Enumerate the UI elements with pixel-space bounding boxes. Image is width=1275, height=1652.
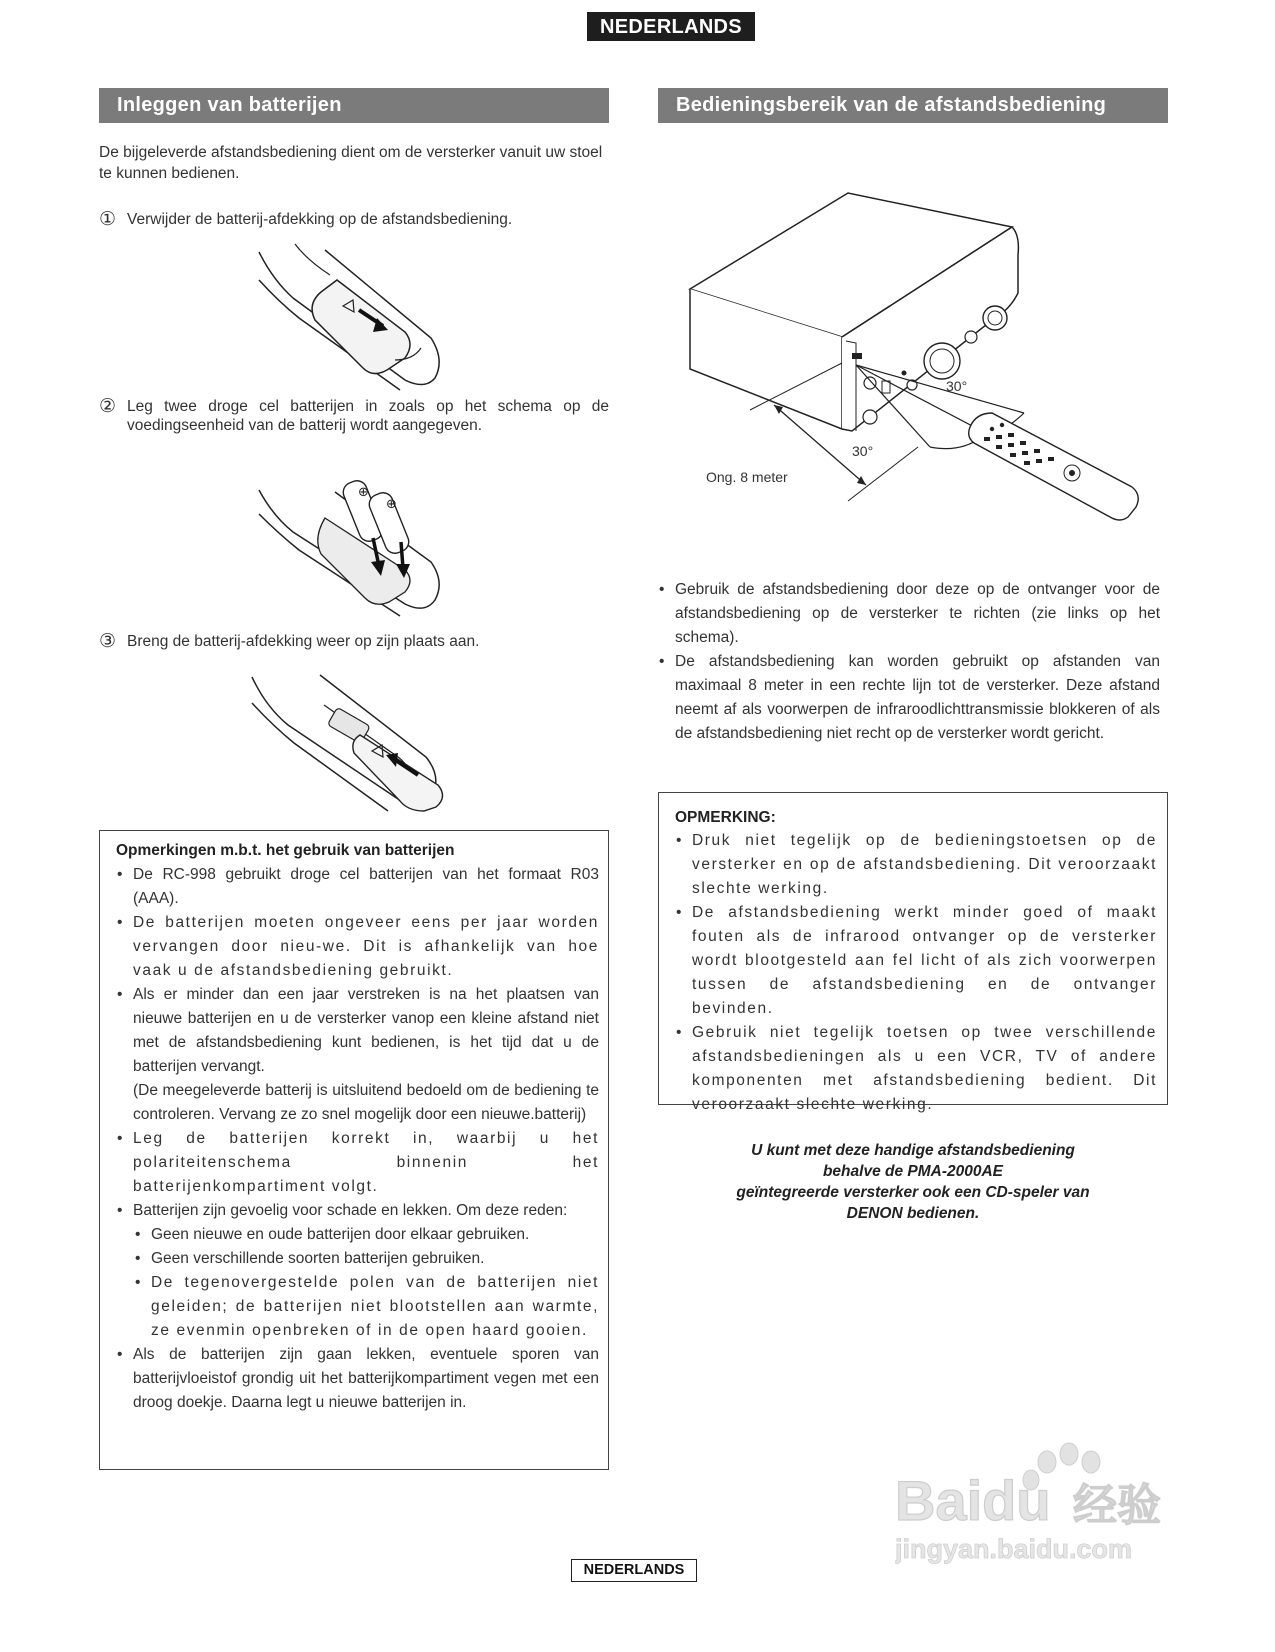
- section-title-batteries: Inleggen van batterijen: [99, 88, 609, 123]
- battery-note-5: • Batterijen zijn gevoelig voor schade en lekken. Om deze reden:: [116, 1199, 599, 1223]
- battery-note-3b: (De meegeleverde batterij is uitsluitend bedoeld om de bediening te controleren. Vervang ze zo snel mogelijk door een nieuwe.batterij): [133, 1082, 599, 1123]
- step-3-number: ③: [99, 631, 117, 652]
- remote-cover-removal-illustration: [255, 240, 455, 395]
- watermark-chinese: 经验: [1073, 1481, 1161, 1530]
- battery-subnote-1: • Geen nieuwe en oude batterijen door elkaar gebruiken.: [134, 1223, 599, 1247]
- battery-note-1: • De RC-998 gebruikt droge cel batterijen van het formaat R03 (AAA).: [116, 863, 599, 911]
- opmerking-box: [658, 792, 1168, 1113]
- remote-range-diagram: [680, 185, 1150, 525]
- baidu-watermark: [895, 1440, 1195, 1570]
- step-1-number: ①: [99, 209, 117, 230]
- step-3: [99, 632, 609, 651]
- battery-notes-title: Opmerkingen m.b.t. het gebruik van batterijen: [116, 842, 455, 859]
- battery-subnote-3: • De tegenovergestelde polen van de batterijen niet geleiden; de batterijen niet blootstellen aan warmte, ze evenmin openbreken of in de open haard gooien.: [134, 1271, 599, 1343]
- section-title-range: Bedieningsbereik van de afstandsbediening: [658, 88, 1168, 123]
- range-bullet-2: • De afstandsbediening kan worden gebruikt op afstanden van maximaal 8 meter in een rechte lijn tot de versterker. Deze afstand neemt af als voorwerpen de infraroodlichttransmissie blokkeren of als de afstandsbediening niet recht op de versterker wordt gericht.: [658, 650, 1160, 746]
- step-2-number: ②: [99, 396, 117, 417]
- step-2-text: Leg twee droge cel batterijen in zoals op het schema op de voedingseenheid van de batterij wordt aangegeven.: [127, 398, 609, 434]
- intro-text: De bijgeleverde afstandsbediening dient om de versterker vanuit uw stoel te kunnen bedienen.: [99, 144, 603, 182]
- battery-note-6: • Als de batterijen zijn gaan lekken, eventuele sporen van batterijvloeistof grondig uit het batterijkompartiment vegen met een droog doekje. Daarna legt u nieuwe batterijen in.: [116, 1343, 599, 1415]
- cover-replacement-illustration: [248, 665, 458, 813]
- angle-label-bottom: 30°: [852, 443, 874, 459]
- svg-text:⊕: ⊕: [358, 484, 369, 499]
- step-1-text: Verwijder de batterij-afdekking op de afstandsbediening.: [127, 211, 513, 228]
- opmerking-title: OPMERKING:: [675, 809, 776, 826]
- closing-line-2: behalve de PMA-2000AE: [822, 1163, 1004, 1180]
- opmerking-item-2: • De afstandsbediening werkt minder goed of maakt fouten als de infrarood ontvanger op de versterker wordt blootgesteld aan fel licht of als zich voorwerpen tussen de afstandsbediening en de ontvanger bevinden.: [675, 901, 1157, 1021]
- range-bullets: [658, 578, 1160, 746]
- closing-line-4: DENON bedienen.: [846, 1205, 980, 1222]
- closing-line-1: U kunt met deze handige afstandsbediening: [751, 1142, 1075, 1159]
- step-1: [99, 210, 609, 229]
- watermark-brand: Baidu: [895, 1469, 1051, 1532]
- angle-label-top: 30°: [946, 378, 968, 394]
- battery-note-2: • De batterijen moeten ongeveer eens per jaar worden vervangen door nieu-we. Dit is afhankelijk van hoe vaak u de afstandsbediening gebruikt.: [116, 911, 599, 983]
- language-tab: NEDERLANDS: [587, 12, 755, 41]
- range-bullet-1: • Gebruik de afstandsbediening door deze op de ontvanger voor de afstandsbediening op de versterker te richten (zie links op het schema).: [658, 578, 1160, 650]
- svg-text:⊕: ⊕: [386, 496, 397, 511]
- step-2: [99, 397, 609, 435]
- battery-subnote-2: • Geen verschillende soorten batterijen gebruiken.: [134, 1247, 599, 1271]
- closing-text: [658, 1140, 1168, 1224]
- distance-label: Ong. 8 meter: [706, 469, 788, 485]
- closing-line-3: geïntegreerde versterker ook een CD-speler van: [736, 1184, 1090, 1201]
- opmerking-item-3: • Gebruik niet tegelijk toetsen op twee verschillende afstandsbedieningen als u een VCR, TV of andere komponenten met afstandsbediening bedient. Dit veroorzaakt slechte werking.: [675, 1021, 1157, 1117]
- battery-note-3: • Als er minder dan een jaar verstreken is na het plaatsen van nieuwe batterijen en u de versterker vanop een kleine afstand niet met de afstandsbediening kunt bedienen, is het tijd dat u de batterijen vervangt.: [116, 983, 599, 1079]
- battery-insertion-illustration: [255, 468, 455, 618]
- watermark-url: jingyan.baidu.com: [895, 1534, 1133, 1564]
- step-3-text: Breng de batterij-afdekking weer op zijn plaats aan.: [127, 633, 480, 650]
- footer-language-tab: NEDERLANDS: [571, 1559, 697, 1582]
- battery-note-4: • Leg de batterijen korrekt in, waarbij u het polariteitenschema binnenin het batterijenkompartiment volgt.: [116, 1127, 599, 1199]
- battery-notes-box: [99, 830, 609, 1470]
- opmerking-item-1: • Druk niet tegelijk op de bedieningstoetsen op de versterker en op de afstandsbediening. Dit veroorzaakt slechte werking.: [675, 829, 1157, 901]
